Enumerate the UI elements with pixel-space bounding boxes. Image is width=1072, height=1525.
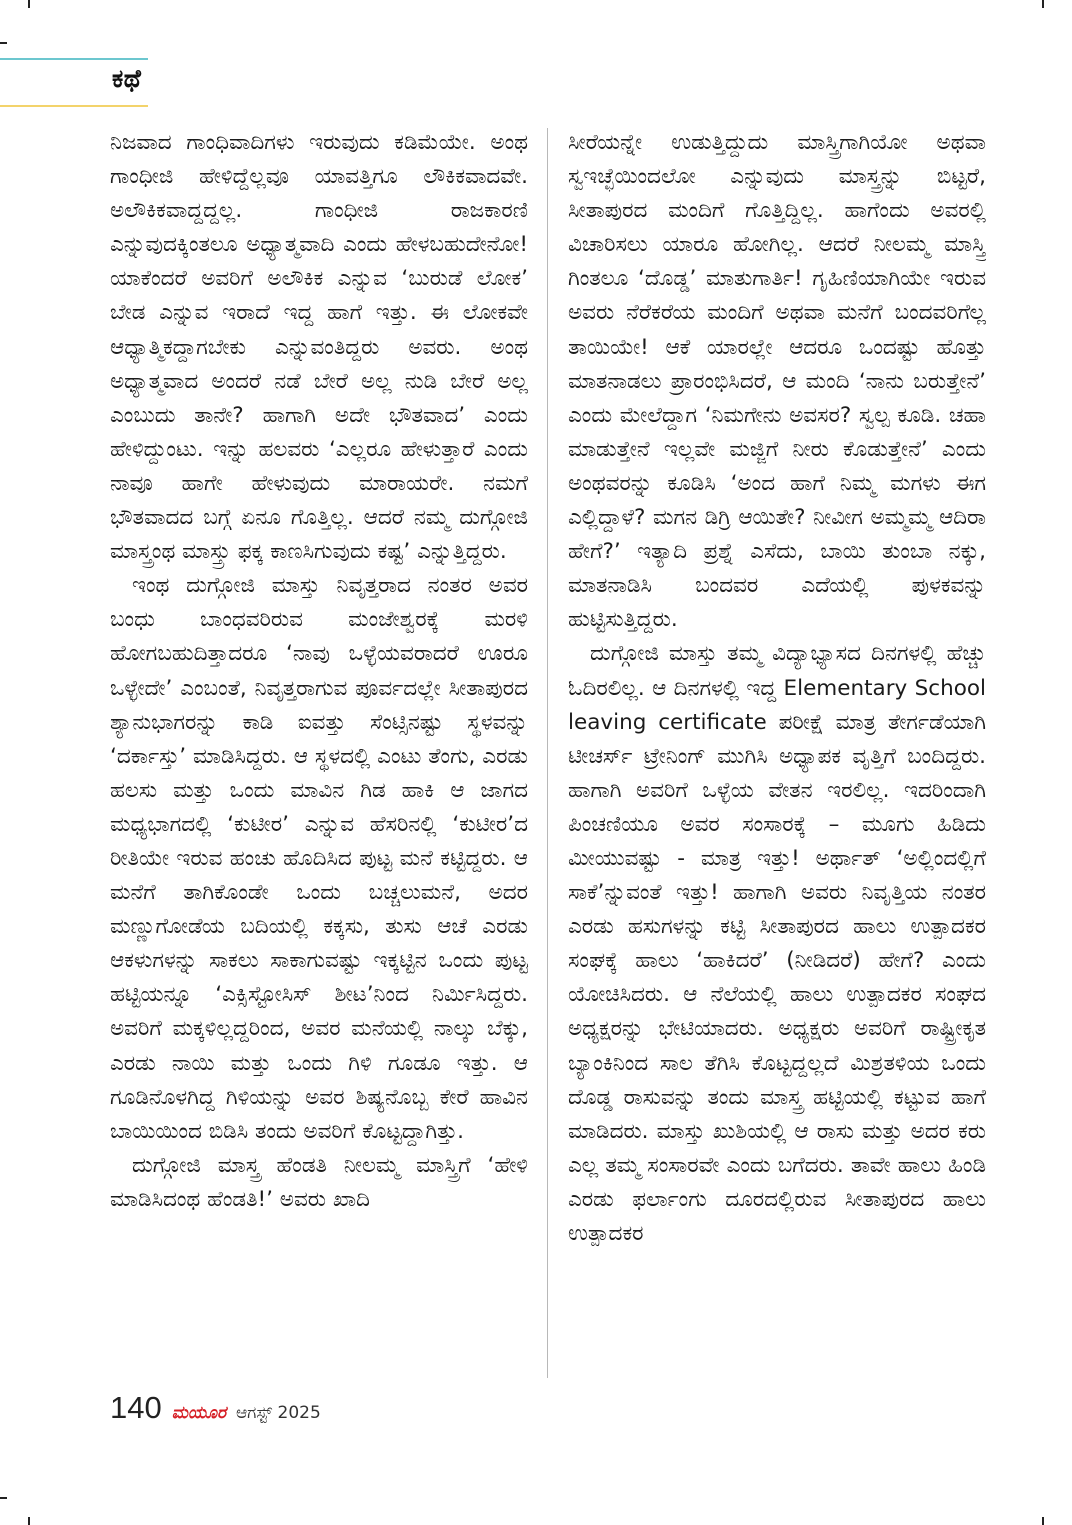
issue-date: ಆಗಸ್ಟ್ 2025 xyxy=(235,1403,321,1423)
paragraph: ದುಗ್ಗೋಜಿ ಮಾಸ್ತ್ರ ಹೆಂಡತಿ ನೀಲಮ್ಮ ಮಾಸ್ತ್ರಿಗೆ ‘ಹೇಳಿ ಮಾಡಿಸಿದಂಥ ಹೆಂಡತಿ!’ ಅವರು ಖಾದಿ xyxy=(110,1152,528,1212)
column-divider xyxy=(547,128,548,1378)
paragraph: ದುಗ್ಗೋಜಿ ಮಾಸ್ತು ತಮ್ಮ ವಿದ್ಯಾಭ್ಯಾಸದ ದಿನಗಳಲ್ಲಿ ಹೆಚ್ಚು ಓದಿರಲಿಲ್ಲ. ಆ ದಿನಗಳಲ್ಲಿ ಇದ್ದ Elementary School leaving certificate ಪರೀಕ್ಷೆ ಮಾತ್ರ ತೇರ್ಗಡೆಯಾಗಿ ಟೀಚರ್ಸ್ ಟ್ರೇನಿಂಗ್ ಮುಗಿಸಿ ಅಧ್ಯಾಪಕ ವೃತ್ತಿಗೆ ಬಂದಿದ್ದರು. ಹಾಗಾಗಿ ಅವರಿಗೆ ಒಳ್ಳೆಯ ವೇತನ ಇರಲಿಲ್ಲ. ಇದರಿಂದಾಗಿ ಪಿಂಚಣಿಯೂ ಅವರ ಸಂಸಾರಕ್ಕೆ – ಮೂಗು ಹಿಡಿದು ಮೀಯುವಷ್ಟು - ಮಾತ್ರ ಇತ್ತು! ಅರ್ಥಾತ್ ‘ಅಲ್ಲಿಂದಲ್ಲಿಗೆ ಸಾಕೆ’ನ್ನುವಂತೆ ಇತ್ತು! ಹಾಗಾಗಿ ಅವರು ನಿವೃತ್ತಿಯ ನಂತರ ಎರಡು ಹಸುಗಳನ್ನು ಕಟ್ಟಿ ಸೀತಾಪುರದ ಹಾಲು ಉತ್ಪಾದಕರ ಸಂಘಕ್ಕೆ ಹಾಲು ‘ಹಾಕಿದರೆ’ (ನೀಡಿದರೆ) ಹೇಗೆ? ಎಂದು ಯೋಚಿಸಿದರು. ಆ ನೆಲೆಯಲ್ಲಿ ಹಾಲು ಉತ್ಪಾದಕರ ಸಂಘದ ಅಧ್ಯಕ್ಷರನ್ನು ಭೇಟಿಯಾದರು. ಅಧ್ಯಕ್ಷರು ಅವರಿಗೆ ರಾಷ್ಟ್ರೀಕೃತ ಬ್ಯಾಂಕಿನಿಂದ ಸಾಲ ತೆಗಿಸಿ ಕೊಟ್ಟದ್ದಲ್ಲದೆ ಮಿಶ್ರತಳಿಯ ಒಂದು ದೊಡ್ಡ ರಾಸುವನ್ನು ತಂದು ಮಾಸ್ತ್ರ ಹಟ್ಟಿಯಲ್ಲಿ ಕಟ್ಟುವ ಹಾಗೆ ಮಾಡಿದರು. ಮಾಸ್ತು ಖುಶಿಯಲ್ಲಿ ಆ ರಾಸು ಮತ್ತು ಅದರ ಕರು ಎಲ್ಲ ತಮ್ಮ ಸಂಸಾರವೇ ಎಂದು ಬಗೆದರು. ತಾವೇ ಹಾಲು ಹಿಂಡಿ ಎರಡು ಫರ್ಲಾಂಗು ದೂರದಲ್ಲಿರುವ ಸೀತಾಪುರದ ಹಾಲು ಉತ್ಪಾದಕರ xyxy=(568,641,986,1246)
crop-mark-top-right xyxy=(1042,0,1044,8)
crop-mark-left-upper xyxy=(0,42,7,44)
paragraph: ಇಂಥ ದುಗ್ಗೋಜಿ ಮಾಸ್ತು ನಿವೃತ್ತರಾದ ನಂತರ ಅವರ ಬಂಧು ಬಾಂಧವರಿರುವ ಮಂಜೇಶ್ವರಕ್ಕೆ ಮರಳಿ ಹೋಗಬಹುದಿತ್ತಾದರೂ ‘ನಾವು ಒಳ್ಳೆಯವರಾದರೆ ಊರೂ ಒಳ್ಳೇದೇ’ ಎಂಬಂತೆ, ನಿವೃತ್ತರಾಗುವ ಪೂರ್ವದಲ್ಲೇ ಸೀತಾಪುರದ ಶ್ಯಾನುಭಾಗರನ್ನು ಕಾಡಿ ಐವತ್ತು ಸೆಂಟ್ಸಿನಷ್ಟು ಸ್ಥಳವನ್ನು ‘ದರ್ಕಾಸ್ತು’ ಮಾಡಿಸಿದ್ದರು. ಆ ಸ್ಥಳದಲ್ಲಿ ಎಂಟು ತೆಂಗು, ಎರಡು ಹಲಸು ಮತ್ತು ಒಂದು ಮಾವಿನ ಗಿಡ ಹಾಕಿ ಆ ಜಾಗದ ಮಧ್ಯಭಾಗದಲ್ಲಿ ‘ಕುಟೀರ’ ಎನ್ನುವ ಹೆಸರಿನಲ್ಲಿ ‘ಕುಟೀರ’ದ ರೀತಿಯೇ ಇರುವ ಹಂಚು ಹೊದಿಸಿದ ಪುಟ್ಟ ಮನೆ ಕಟ್ಟಿದ್ದರು. ಆ ಮನೆಗೆ ತಾಗಿಕೊಂಡೇ ಒಂದು ಬಚ್ಚಲುಮನೆ, ಅದರ ಮಣ್ಣುಗೋಡೆಯ ಬದಿಯಲ್ಲಿ ಕಕ್ಕಸು, ತುಸು ಆಚೆ ಎರಡು ಆಕಳುಗಳನ್ನು ಸಾಕಲು ಸಾಕಾಗುವಷ್ಟು ಇಕ್ಕಟ್ಟಿನ ಒಂದು ಪುಟ್ಟ ಹಟ್ಟಿಯನ್ನೂ ‘ಎಕ್ಸಿಸ್ಟೋಸಿಸ್ ಶೀಟ’ನಿಂದ ನಿರ್ಮಿಸಿದ್ದರು. ಅವರಿಗೆ ಮಕ್ಕಳಿಲ್ಲದ್ದರಿಂದ, ಅವರ ಮನೆಯಲ್ಲಿ ನಾಲ್ಕು ಬೆಕ್ಕು, ಎರಡು ನಾಯಿ ಮತ್ತು ಒಂದು ಗಿಳಿ ಗೂಡೂ ಇತ್ತು. ಆ ಗೂಡಿನೊಳಗಿದ್ದ ಗಿಳಿಯನ್ನು ಅವರ ಶಿಷ್ಯನೊಬ್ಬ ಕೇರೆ ಹಾವಿನ ಬಾಯಿಯಿಂದ ಬಿಡಿಸಿ ತಂದು ಅವರಿಗೆ ಕೊಟ್ಟದ್ದಾಗಿತ್ತು. xyxy=(110,573,528,1144)
page-footer xyxy=(110,1390,321,1430)
page-number: 140 xyxy=(110,1390,162,1425)
article-column-right xyxy=(568,126,986,1376)
crop-mark-left-lower xyxy=(0,1497,7,1499)
section-title: ಕಥೆ xyxy=(112,64,142,93)
crop-mark-top-left xyxy=(28,0,30,8)
section-accent-top xyxy=(0,58,148,60)
paragraph: ಸೀರೆಯನ್ನೇ ಉಡುತ್ತಿದ್ದುದು ಮಾಸ್ತ್ರಿಗಾಗಿಯೋ ಅಥವಾ ಸ್ವಇಚ್ಛೆಯಿಂದಲೋ ಎನ್ನುವುದು ಮಾಸ್ತ್ರನ್ನು ಬಿಟ್ಟರೆ, ಸೀತಾಪುರದ ಮಂದಿಗೆ ಗೊತ್ತಿದ್ದಿಲ್ಲ. ಹಾಗೆಂದು ಅವರಲ್ಲಿ ವಿಚಾರಿಸಲು ಯಾರೂ ಹೋಗಿಲ್ಲ. ಆದರೆ ನೀಲಮ್ಮ ಮಾಸ್ತ್ರಿ ಗಿಂತಲೂ ‘ದೊಡ್ಡ’ ಮಾತುಗಾರ್ತಿ! ಗೃಹಿಣಿಯಾಗಿಯೇ ಇರುವ ಅವರು ನೆರೆಕರೆಯ ಮಂದಿಗೆ ಅಥವಾ ಮನೆಗೆ ಬಂದವರಿಗೆಲ್ಲ ತಾಯಿಯೇ! ಆಕೆ ಯಾರಲ್ಲೇ ಆದರೂ ಒಂದಷ್ಟು ಹೊತ್ತು ಮಾತನಾಡಲು ಪ್ರಾರಂಭಿಸಿದರೆ, ಆ ಮಂದಿ ‘ನಾನು ಬರುತ್ತೇನೆ’ ಎಂದು ಮೇಲೆದ್ದಾಗ ‘ನಿಮಗೇನು ಅವಸರ? ಸ್ವಲ್ಪ ಕೂಡಿ. ಚಹಾ ಮಾಡುತ್ತೇನೆ ಇಲ್ಲವೇ ಮಜ್ಜಿಗೆ ನೀರು ಕೊಡುತ್ತೇನೆ’ ಎಂದು ಅಂಥವರನ್ನು ಕೂಡಿಸಿ ‘ಅಂದ ಹಾಗೆ ನಿಮ್ಮ ಮಗಳು ಈಗ ಎಲ್ಲಿದ್ದಾಳೆ? ಮಗನ ಡಿಗ್ರಿ ಆಯಿತೇ? ನೀವೀಗ ಅಮ್ಮಮ್ಮ ಆದಿರಾ ಹೇಗೆ?’ ಇತ್ಯಾದಿ ಪ್ರಶ್ನೆ ಎಸೆದು, ಬಾಯಿ ತುಂಬಾ ನಕ್ಕು, ಮಾತನಾಡಿಸಿ ಬಂದವರ ಎದೆಯಲ್ಲಿ ಪುಳಕವನ್ನು ಹುಟ್ಟಿಸುತ್ತಿದ್ದರು. xyxy=(568,130,986,633)
crop-mark-bottom-right xyxy=(1042,1517,1044,1525)
article-column-left xyxy=(110,126,528,1376)
section-accent-bottom xyxy=(0,105,148,107)
crop-mark-bottom-left xyxy=(28,1517,30,1525)
paragraph: ನಿಜವಾದ ಗಾಂಧಿವಾದಿಗಳು ಇರುವುದು ಕಡಿಮೆಯೇ. ಅಂಥ ಗಾಂಧೀಜಿ ಹೇಳಿದ್ದೆಲ್ಲವೂ ಯಾವತ್ತಿಗೂ ಲೌಕಿಕವಾದವೇ. ಅಲೌಕಿಕವಾದ್ದದ್ದಲ್ಲ. ಗಾಂಧೀಜಿ ರಾಜಕಾರಣಿ ಎನ್ನುವುದಕ್ಕಿಂತಲೂ ಅಧ್ಯಾತ್ಮವಾದಿ ಎಂದು ಹೇಳಬಹುದೇನೋ! ಯಾಕೆಂದರೆ ಅವರಿಗೆ ಅಲೌಕಿಕ ಎನ್ನುವ ‘ಬುರುಡೆ ಲೋಕ’ ಬೇಡ ಎನ್ನುವ ಇರಾದೆ ಇದ್ದ ಹಾಗೆ ಇತ್ತು. ಈ ಲೋಕವೇ ಆಧ್ಯಾತ್ಮಿಕದ್ದಾಗಬೇಕು ಎನ್ನುವಂತಿದ್ದರು ಅವರು. ಅಂಥ ಅಧ್ಯಾತ್ಮವಾದ ಅಂದರೆ ನಡೆ ಬೇರೆ ಅಲ್ಲ ನುಡಿ ಬೇರೆ ಅಲ್ಲ ಎಂಬುದು ತಾನೇ? ಹಾಗಾಗಿ ಅದೇ ಭೌತವಾದ’ ಎಂದು ಹೇಳಿದ್ದುಂಟು. ಇನ್ನು ಹಲವರು ‘ಎಲ್ಲರೂ ಹೇಳುತ್ತಾರೆ ಎಂದು ನಾವೂ ಹಾಗೇ ಹೇಳುವುದು ಮಾರಾಯರೇ. ನಮಗೆ ಭೌತವಾದದ ಬಗ್ಗೆ ಏನೂ ಗೊತ್ತಿಲ್ಲ. ಆದರೆ ನಮ್ಮ ದುಗ್ಗೋಜಿ ಮಾಸ್ತ್ರಂಥ ಮಾಸ್ತ್ರು ಫಕ್ಕ ಕಾಣಸಿಗುವುದು ಕಷ್ಟ’ ಎನ್ನುತ್ತಿದ್ದರು. xyxy=(110,130,528,565)
magazine-logo: ಮಯೂರ xyxy=(171,1403,226,1423)
